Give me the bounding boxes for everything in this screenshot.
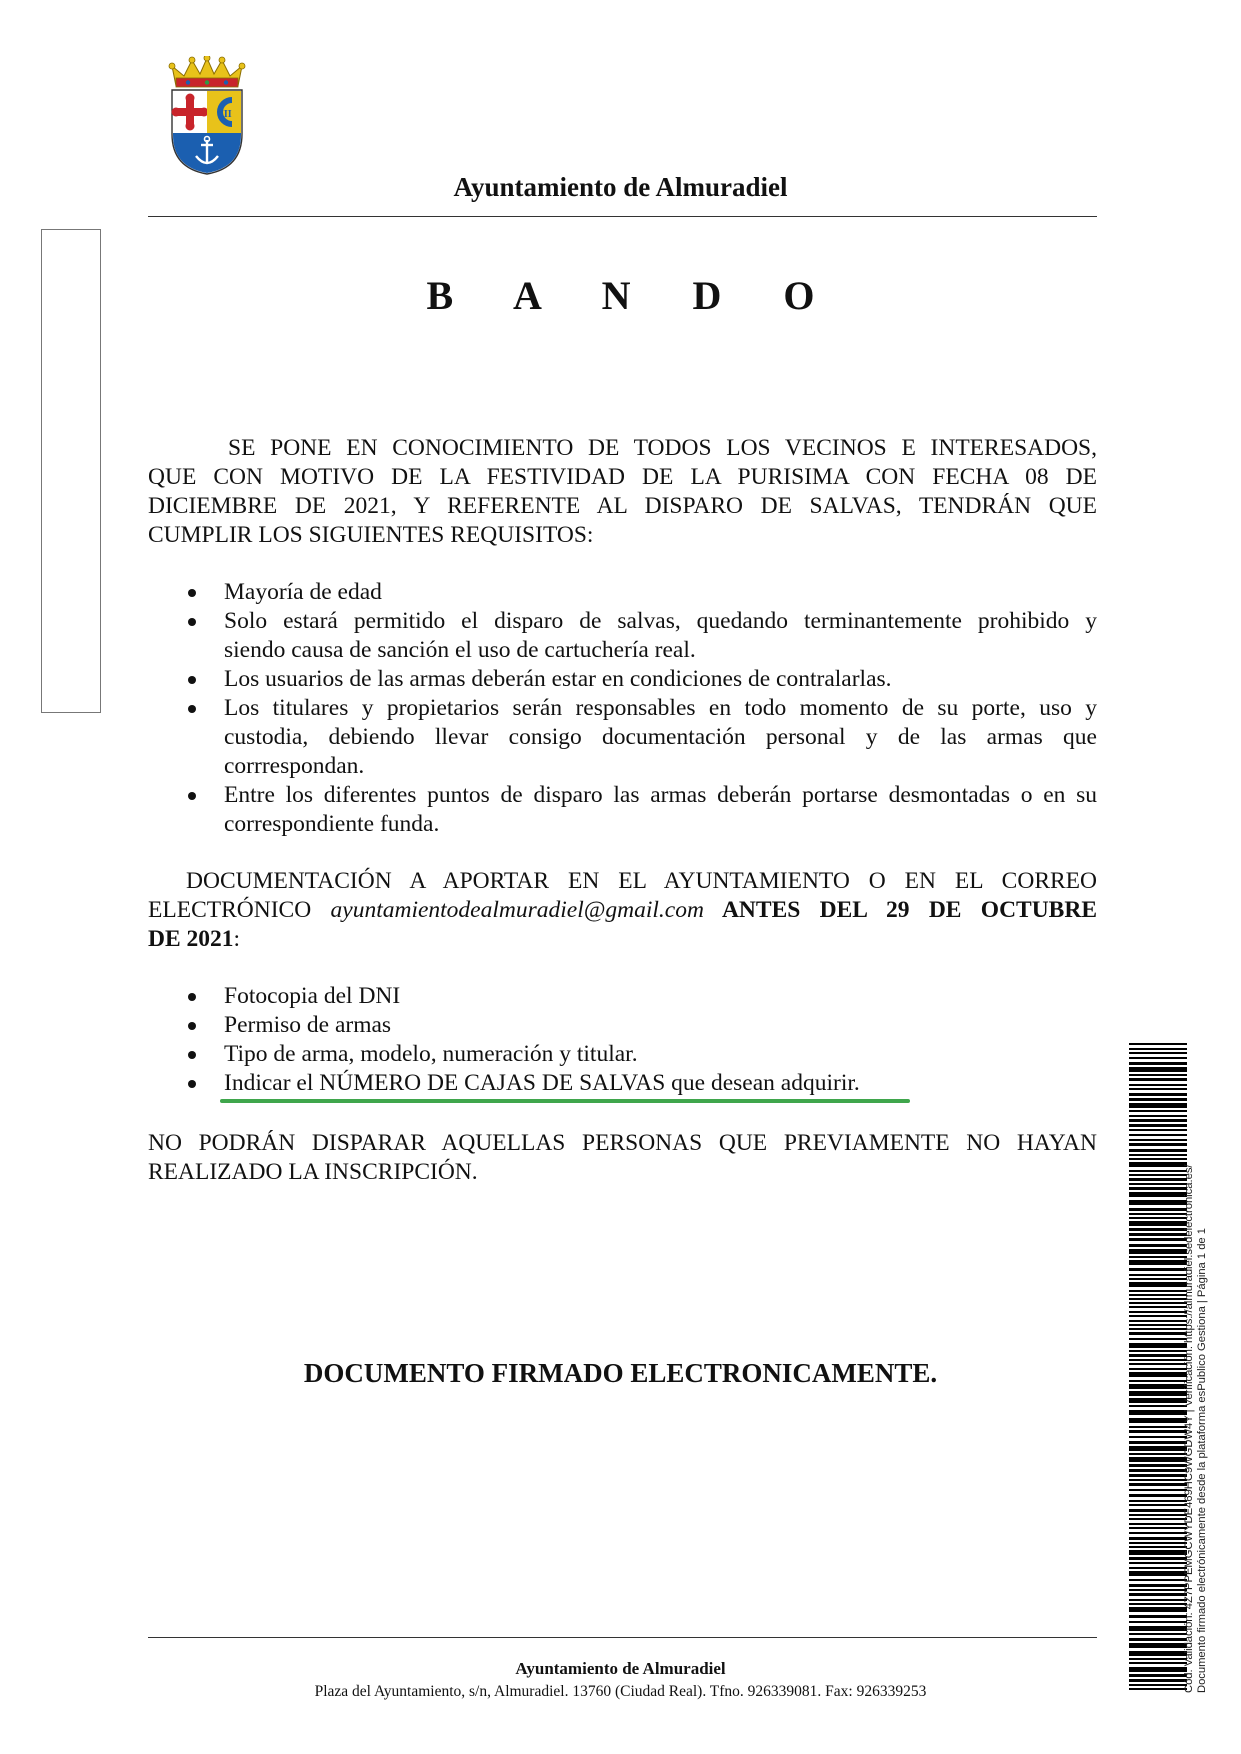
list-item-highlighted: Indicar el NÚMERO DE CAJAS DE SALVAS que desean adquirir.: [148, 1069, 1097, 1098]
coat-of-arms-icon: [168, 56, 246, 178]
signature-statement: DOCUMENTO FIRMADO ELECTRONICAMENTE.: [303, 1358, 938, 1388]
documentation-list: [148, 982, 1097, 1098]
requirements-list: [148, 578, 1097, 839]
list-item: Fotocopia del DNI: [148, 982, 1097, 1011]
documentation-paragraph: DOCUMENTACIÓN A APORTAR EN EL AYUNTAMIENTO O EN EL CORREO ELECTRÓNICO ayuntamientodealmuradiel@gmail.com ANTES DEL 29 DE OCTUBRE DE 2021:: [148, 868, 1097, 952]
list-item: Los usuarios de las armas deberán estar en condiciones de contralarlas.: [148, 665, 1097, 694]
list-item: Permiso de armas: [148, 1011, 1097, 1040]
list-item: Entre los diferentes puntos de disparo las armas deberán portarse desmontadas o en su correspondiente funda.: [148, 781, 1097, 839]
intro-paragraph: [148, 434, 1097, 550]
document-heading: B A N D O: [426, 273, 841, 318]
intro-line: QUE CON MOTIVO DE LA FESTIVIDAD DE LA PURISIMA CON FECHA 08 DE: [148, 464, 1097, 490]
header-title: Ayuntamiento de Almuradiel: [453, 172, 788, 202]
header-divider: [148, 216, 1097, 217]
email-link[interactable]: ayuntamientodealmuradiel@gmail.com: [330, 897, 704, 923]
notice-paragraph: NO PODRÁN DISPARAR AQUELLAS PERSONAS QUE PREVIAMENTE NO HAYAN REALIZADO LA INSCRIPCIÓN.: [148, 1130, 1097, 1185]
documentation-line2: ELECTRÓNICO ayuntamientodealmuradiel@gmail.com ANTES DEL 29 DE OCTUBRE: [148, 897, 1097, 923]
footer-name: Ayuntamiento de Almuradiel: [515, 1659, 726, 1678]
barcode-icon: [1129, 1043, 1187, 1693]
list-item: Los titulares y propietarios serán responsables en todo momento de su porte, uso y custodia, debiendo llevar consigo documentación personal y de las armas que corrrespondan.: [148, 694, 1097, 781]
list-item: Solo estará permitido el disparo de salvas, quedando terminantemente prohibido y siendo causa de sanción el uso de cartuchería real.: [148, 607, 1097, 665]
intro-line: DICIEMBRE DE 2021, Y REFERENTE AL DISPARO DE SALVAS, TENDRÁN QUE: [148, 493, 1097, 519]
footer-address: Plaza del Ayuntamiento, s/n, Almuradiel. 13760 (Ciudad Real). Tfno. 926339081. Fax: 926339253: [314, 1683, 927, 1700]
svg-text:III: III: [220, 109, 232, 120]
list-item: Mayoría de edad: [148, 578, 1097, 607]
intro-line: CUMPLIR LOS SIGUIENTES REQUISITOS:: [148, 522, 594, 548]
highlight-underline: [220, 1099, 910, 1103]
list-item: Tipo de arma, modelo, numeración y titular.: [148, 1040, 1097, 1069]
intro-line: SE PONE EN CONOCIMIENTO DE TODOS LOS VECINOS E INTERESADOS,: [228, 435, 1097, 461]
footer-divider: [148, 1637, 1097, 1638]
verification-text: Cód. Validación: 4Z7PPEMGCWYDE469HC9WGDW4Y | Verificación: https://almuradiel.sedelectronica.es/ Documento firmado electrónicamente desde la plataforma esPublico Gestiona | Página 1 de 1: [1183, 1164, 1208, 1693]
